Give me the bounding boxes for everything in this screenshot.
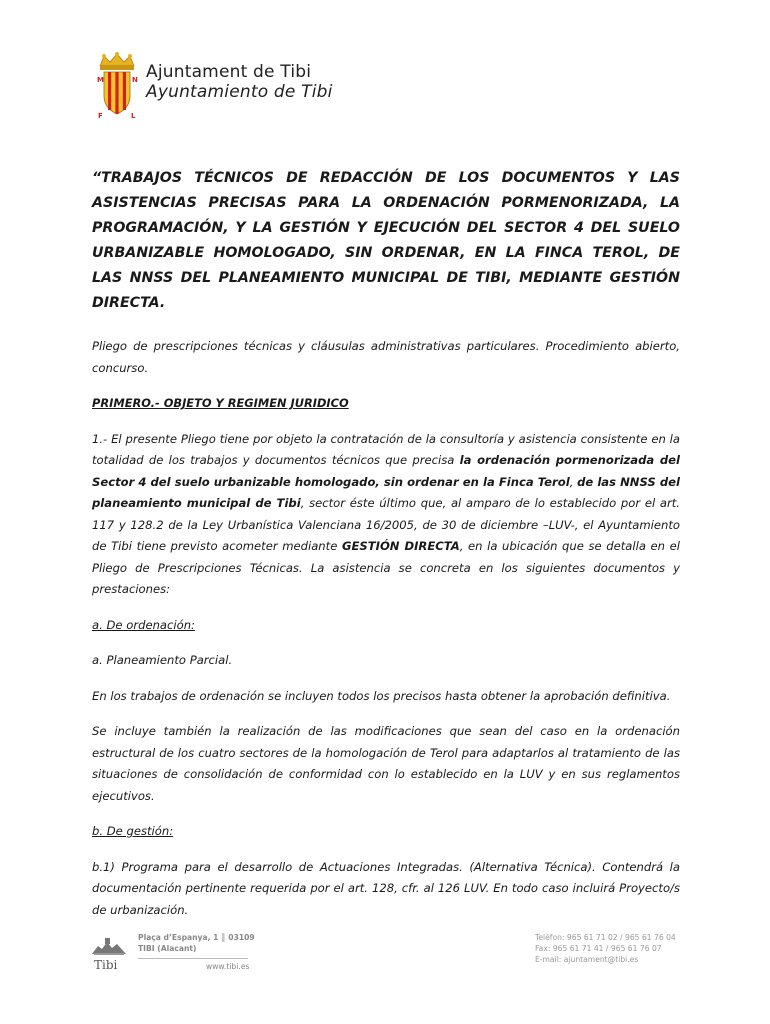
org-name-spanish: Ayuntamiento de Tibi	[146, 82, 333, 102]
footer-contact	[535, 932, 676, 965]
address-line-1: Plaça d’Espanya, 1 ║ 03109	[138, 933, 255, 942]
page-footer	[90, 928, 690, 978]
crest-letter-m: M	[97, 76, 104, 84]
subheading-ordenacion	[92, 615, 680, 637]
footer-email[interactable]: E-mail: ajuntament@tibi.es	[535, 955, 639, 964]
address-line-2: TIBI (Alacant)	[138, 944, 197, 953]
subheading-gestion-text: b. De gestión:	[92, 824, 174, 838]
footer-fax: Fax: 965 61 71 41 / 965 61 76 07	[535, 944, 662, 953]
paragraph-objeto-text-e: , sector éste último que, al amparo de lo establecido por el art. 117 y 128.2 de la Ley Urbanística Valenciana 16/2005, de 30 de diciembre –LUV-, el Ayuntamiento de Tibi tiene previsto acometer mediante	[92, 496, 680, 553]
crest-letter-f: F	[98, 112, 103, 120]
footer-logo-text: Tibi	[94, 958, 118, 972]
paragraph-objeto-bold-b: la ordenación pormenorizada del Sector 4 del suelo urbanizable homologado, sin ordenar en la Finca Terol	[92, 453, 681, 489]
letterhead	[94, 52, 333, 122]
coat-of-arms-icon	[94, 52, 140, 122]
crest-letter-l: L	[131, 112, 136, 120]
paragraph-objeto-bold-f: GESTIÓN DIRECTA	[341, 539, 460, 553]
paragraph-modificaciones: Se incluye también la realización de las modificaciones que sean del caso en la ordenación estructural de los cuatro sectores de la homologación de Terol para adaptarlos al tratamiento de las situaciones de consolidación de conformidad con lo establecido en la LUV y en sus reglamentos ejecutivos.	[92, 724, 680, 803]
paragraph-programa: b.1) Programa para el desarrollo de Actuaciones Integradas. (Alternativa Técnica). Contendrá la documentación pertinente requerida por el art. 128, cfr. al 126 LUV. En todo caso incluirá Proyecto/s de urbanización.	[92, 859, 680, 917]
paragraph-objeto-text-g: , en la ubicación que se detalla en el Pliego de Prescripciones Técnicas. La asistencia se concreta en los siguientes documentos y prestaciones:	[92, 539, 680, 596]
item-planeamiento-parcial: a. Planeamiento Parcial.	[92, 653, 233, 667]
crest-letter-n: N	[132, 76, 138, 84]
section-heading-text: PRIMERO.- OBJETO Y REGIMEN JURIDICO	[92, 396, 349, 410]
section-heading-primero	[92, 393, 680, 415]
footer-website-link[interactable]: www.tibi.es	[206, 962, 250, 971]
paragraph-objeto	[92, 429, 680, 601]
organization-names	[146, 52, 333, 102]
footer-address	[138, 932, 255, 954]
paragraph-objeto-bold-d: de las NNSS del planeamiento municipal de Tibi	[92, 474, 680, 510]
footer-phone: Telèfon: 965 61 71 02 / 965 61 76 04	[535, 933, 676, 942]
document-body	[92, 166, 680, 935]
intro-paragraph: Pliego de prescripciones técnicas y cláusulas administrativas particulares. Procedimiento abierto, concurso.	[92, 339, 680, 375]
subheading-gestion	[92, 821, 680, 843]
paragraph-objeto-text-c: ,	[569, 474, 578, 489]
org-name-catalan: Ajuntament de Tibi	[146, 62, 312, 82]
paragraph-objeto-text-a: 1.- El presente Pliego tiene por objeto la contratación de la consultoría y asistencia consistente en la totalidad de los trabajos y documentos técnicos que precisa	[92, 431, 680, 467]
footer-divider	[138, 958, 248, 959]
subheading-ordenacion-text: a. De ordenación:	[92, 617, 195, 632]
tibi-logo-icon	[90, 932, 128, 972]
document-title: “TRABAJOS TÉCNICOS DE REDACCIÓN DE LOS DOCUMENTOS Y LAS ASISTENCIAS PRECISAS PARA LA ORDENACIÓN PORMENORIZADA, LA PROGRAMACIÓN, Y LA GESTIÓN Y EJECUCIÓN DEL SECTOR 4 DEL SUELO URBANIZABLE HOMOLOGADO, SIN ORDENAR, EN LA FINCA TEROL, DE LAS NNSS DEL PLANEAMIENTO MUNICIPAL DE TIBI, MEDIANTE GESTIÓN DIRECTA.	[92, 170, 680, 311]
paragraph-ordenacion: En los trabajos de ordenación se incluyen todos los precisos hasta obtener la aprobación definitiva.	[92, 688, 671, 703]
